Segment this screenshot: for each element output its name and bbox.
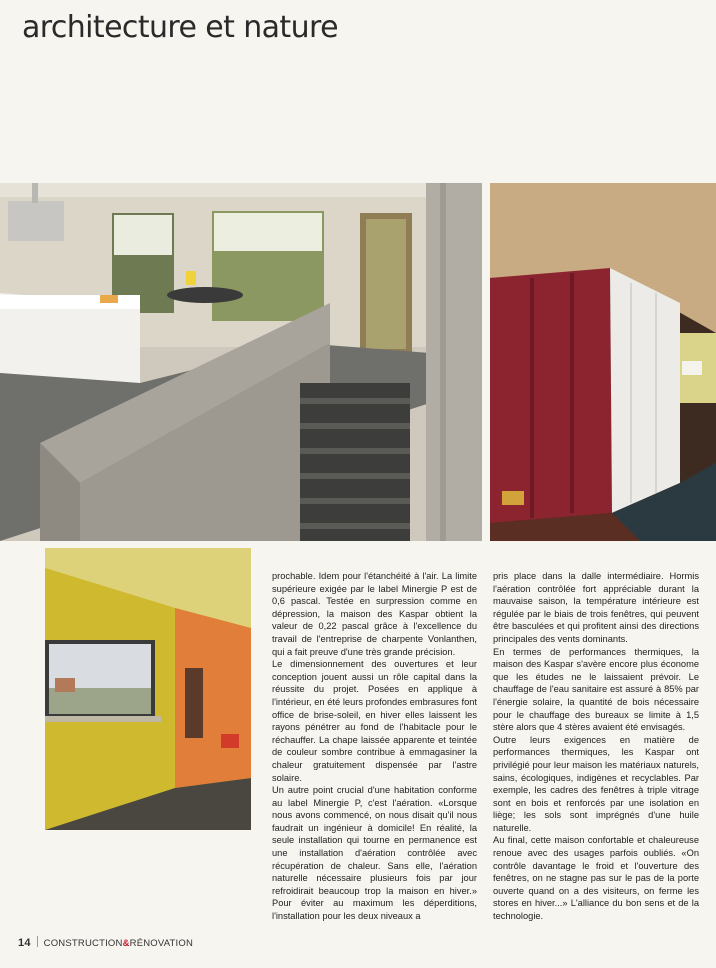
- article-paragraph: Le dimensionnement des ouvertures et leur conception jouent aussi un rôle capital dans la réussite du projet. Posées en applique à l'intérieur, en été leurs profondes embrasures font office de brise-soleil, en hiver elles laissent les rayons pénétrer au fond de l'habitacle pour le réchauffer. La chape laissée apparente et teintée de couleur sombre contribue à emmagasiner la chaleur gratuitement dispensée par l'astre solaire.: [272, 659, 477, 783]
- article-paragraph: Au final, cette maison confortable et chaleureuse renoue avec des usages parfois oubliés. «On contrôle davantage le froid et l'ouverture des fenêtres, on ne stagne pas sur le pas de la porte ouverte quand on a des visiteurs, on ferme les stores en hiver...» L'alliance du bon sens et de la technologie.: [493, 835, 699, 922]
- photo-yellow-window-corridor: [45, 548, 251, 830]
- article-paragraph: Outre leurs exigences en matière de performances thermiques, les Kaspar ont privilégié pour leur maison les matériaux naturels, sains, écologiques, indigènes et recyclables. Par exemple, les cadres des fenêtres à triple vitrage sont en bois et renforcés par une isolation en liège; les sols sont imprégnés d'une huile naturelle.: [493, 734, 699, 833]
- magazine-name-part1: CONSTRUCTION: [43, 938, 123, 949]
- article-paragraph: En termes de performances thermiques, la maison des Kaspar s'avère encore plus économe que les études ne le laissaient prévoir. Le chauffage de l'eau sanitaire est assuré à 85% par l'énergie solaire, la quantité de bois nécessaire pour le chauffage des bureaux se limite à 1,5 stère alors que 4 stères avaient été envisagés.: [493, 646, 699, 733]
- article-paragraph: Un autre point crucial d'une habitation conforme au label Minergie P, c'est l'aération. «Lorsque nous avons commencé, on nous disait qu'il nous faudrait un ingénieur à domicile! En réalité, la seule installation qui tourne en permanence est une installation d'aération contrôlée avec récupération de chaleur. Sans elle, l'aération naturelle nécessaire plusieurs fois par jour refroidirait beaucoup trop la maison en hiver.» Pour éviter au maximum les déperditions, l'installation pour les deux niveaux a: [272, 785, 477, 922]
- photo-kitchen-stair: [0, 183, 482, 541]
- magazine-ampersand: &: [122, 938, 130, 949]
- photo-interior-kitchen: [0, 183, 482, 541]
- magazine-name-part2: RÉNOVATION: [129, 938, 194, 949]
- photo-interior-curtain: [490, 183, 716, 541]
- footer-divider: [37, 936, 38, 947]
- photo-interior-window: [45, 548, 251, 830]
- photo-red-curtain-corridor: [490, 183, 716, 541]
- page-number: 14: [18, 937, 31, 949]
- article-paragraph: pris place dans la dalle intermédiaire. Hormis l'aération contrôlée fort appréciable durant la mauvaise saison, la température intérieure est régulée par le biais de trois fenêtres, qui peuvent être basculées et qui profitent ainsi des directions principales des vents dominants.: [493, 571, 699, 644]
- article-column-2: [493, 570, 699, 923]
- page-footer: [18, 936, 193, 949]
- article-column-1: [272, 570, 477, 923]
- article-paragraph: prochable. Idem pour l'étanchéité à l'air. La limite supérieure exigée par le label Minergie P est de 0,6 pascal. Testée en surpression comme en dépression, la maison des Kaspar obtient la valeur de 0,22 pascal grâce à l'excellence du travail de l'entreprise de charpente Vonlanthen, qui a fait preuve d'une très grande précision.: [272, 571, 477, 657]
- page-title: architecture et nature: [22, 10, 338, 45]
